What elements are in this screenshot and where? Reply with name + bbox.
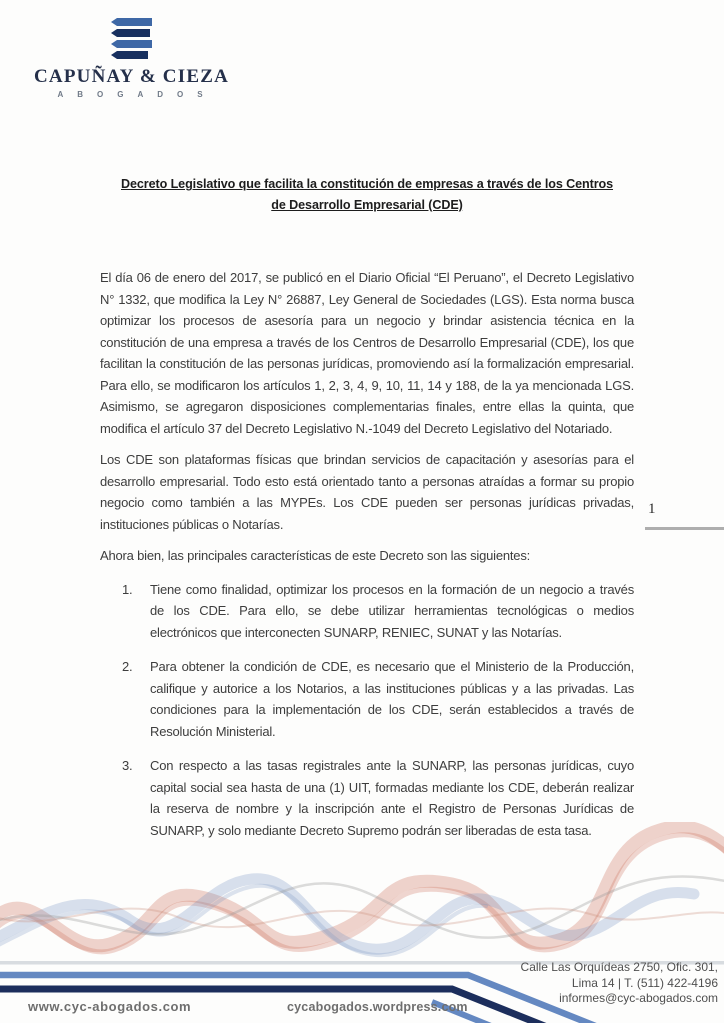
document-title-line1: Decreto Legislativo que facilita la constitución de empresas a través de los Centros <box>120 177 614 191</box>
footer-address-line1: Calle Las Orquídeas 2750, Ofic. 301, <box>520 960 718 974</box>
firm-subtitle: ABOGADOS <box>57 90 217 99</box>
numbered-list <box>100 579 634 842</box>
list-item <box>100 656 634 742</box>
list-item-number: 3. <box>122 758 133 773</box>
list-item-text: Tiene como finalidad, optimizar los procesos en la formación de un negocio a través de los CDE. Para ello, se debe utilizar herramientas tecnológicas o medios electrónicos que interconecten SUNARP, RENIEC, SUNAT y las Notarías. <box>150 581 634 640</box>
footer-address-line2: Lima 14 | T. (511) 422-4196 <box>571 975 718 990</box>
document-title <box>100 174 634 216</box>
page-number: 1 <box>648 501 656 517</box>
list-item-number: 1. <box>122 581 133 597</box>
list-item-text: Para obtener la condición de CDE, es necesario que el Ministerio de la Producción, califique y autorice a los Notarios, a las instituciones públicas y a las privadas. Las condiciones para la implementación de los CDE, serán establecidos a través de Resolución Ministerial. <box>150 659 634 739</box>
paragraph-2: Los CDE son plataformas físicas que brindan servicios de capacitación y asesorías para el desarrollo empresarial. Todo esto está orientado tanto a personas atraídas a formar su propio negocio como también a las MYPEs. Los CDE pueden ser personas jurídicas privadas, instituciones públicas o Notarías. <box>100 452 634 532</box>
footer-address <box>521 960 718 1007</box>
footer-address-line3: informes@cyc-abogados.com <box>559 991 718 1005</box>
wave-decoration <box>0 822 724 968</box>
firm-logo-icon <box>106 16 154 62</box>
list-item-number: 2. <box>122 659 133 674</box>
footer-website-link: www.cyc-abogados.com <box>28 999 192 1014</box>
footer-blog-link: cycabogados.wordpress.com <box>287 1000 468 1014</box>
page-number-rule <box>645 527 724 530</box>
paragraph-1: El día 06 de enero del 2017, se publicó en el Diario Oficial “El Peruano”, el Decreto Legislativo N° 1332, que modifica la Ley N° 26887, Ley General de Sociedades (LGS). Esta norma busca optimizar los procesos de asesoría para un negocio y brindar asistencia técnica en la constitución de una empresa a través de los Centros de Desarrollo Empresarial (CDE), los que facilitan la constitución de las personas jurídicas, promoviendo así la formalización empresarial. Para ello, se modificaron los artículos 1, 2, 3, 4, 9, 10, 11, 14 y 188, de la ya mencionada LGS. Asimismo, se agregaron disposiciones complementarias finales, entre ellas la quinta, que modifica el artículo 37 del Decreto Legislativo N.-1049 del Decreto Legislativo del Notariado. <box>100 270 634 436</box>
document-title-line2: de Desarrollo Empresarial (CDE) <box>271 198 463 212</box>
list-intro: Ahora bien, las principales características de este Decreto son las siguientes: <box>100 548 531 563</box>
list-item <box>100 579 634 644</box>
list-item-text: Con respecto a las tasas registrales ante la SUNARP, las personas jurídicas, cuyo capital social sea hasta de una (1) UIT, formadas mediante los CDE, deberán realizar la reserva de nombre y la inscripción ante el Registro de Personas Jurídicas de SUNARP, y solo mediante Decreto Supremo podrán ser liberadas de esta tasa. <box>150 758 634 838</box>
firm-logo <box>34 16 229 99</box>
firm-name: CAPUÑAY & CIEZA <box>34 66 229 87</box>
document-body <box>100 174 634 854</box>
